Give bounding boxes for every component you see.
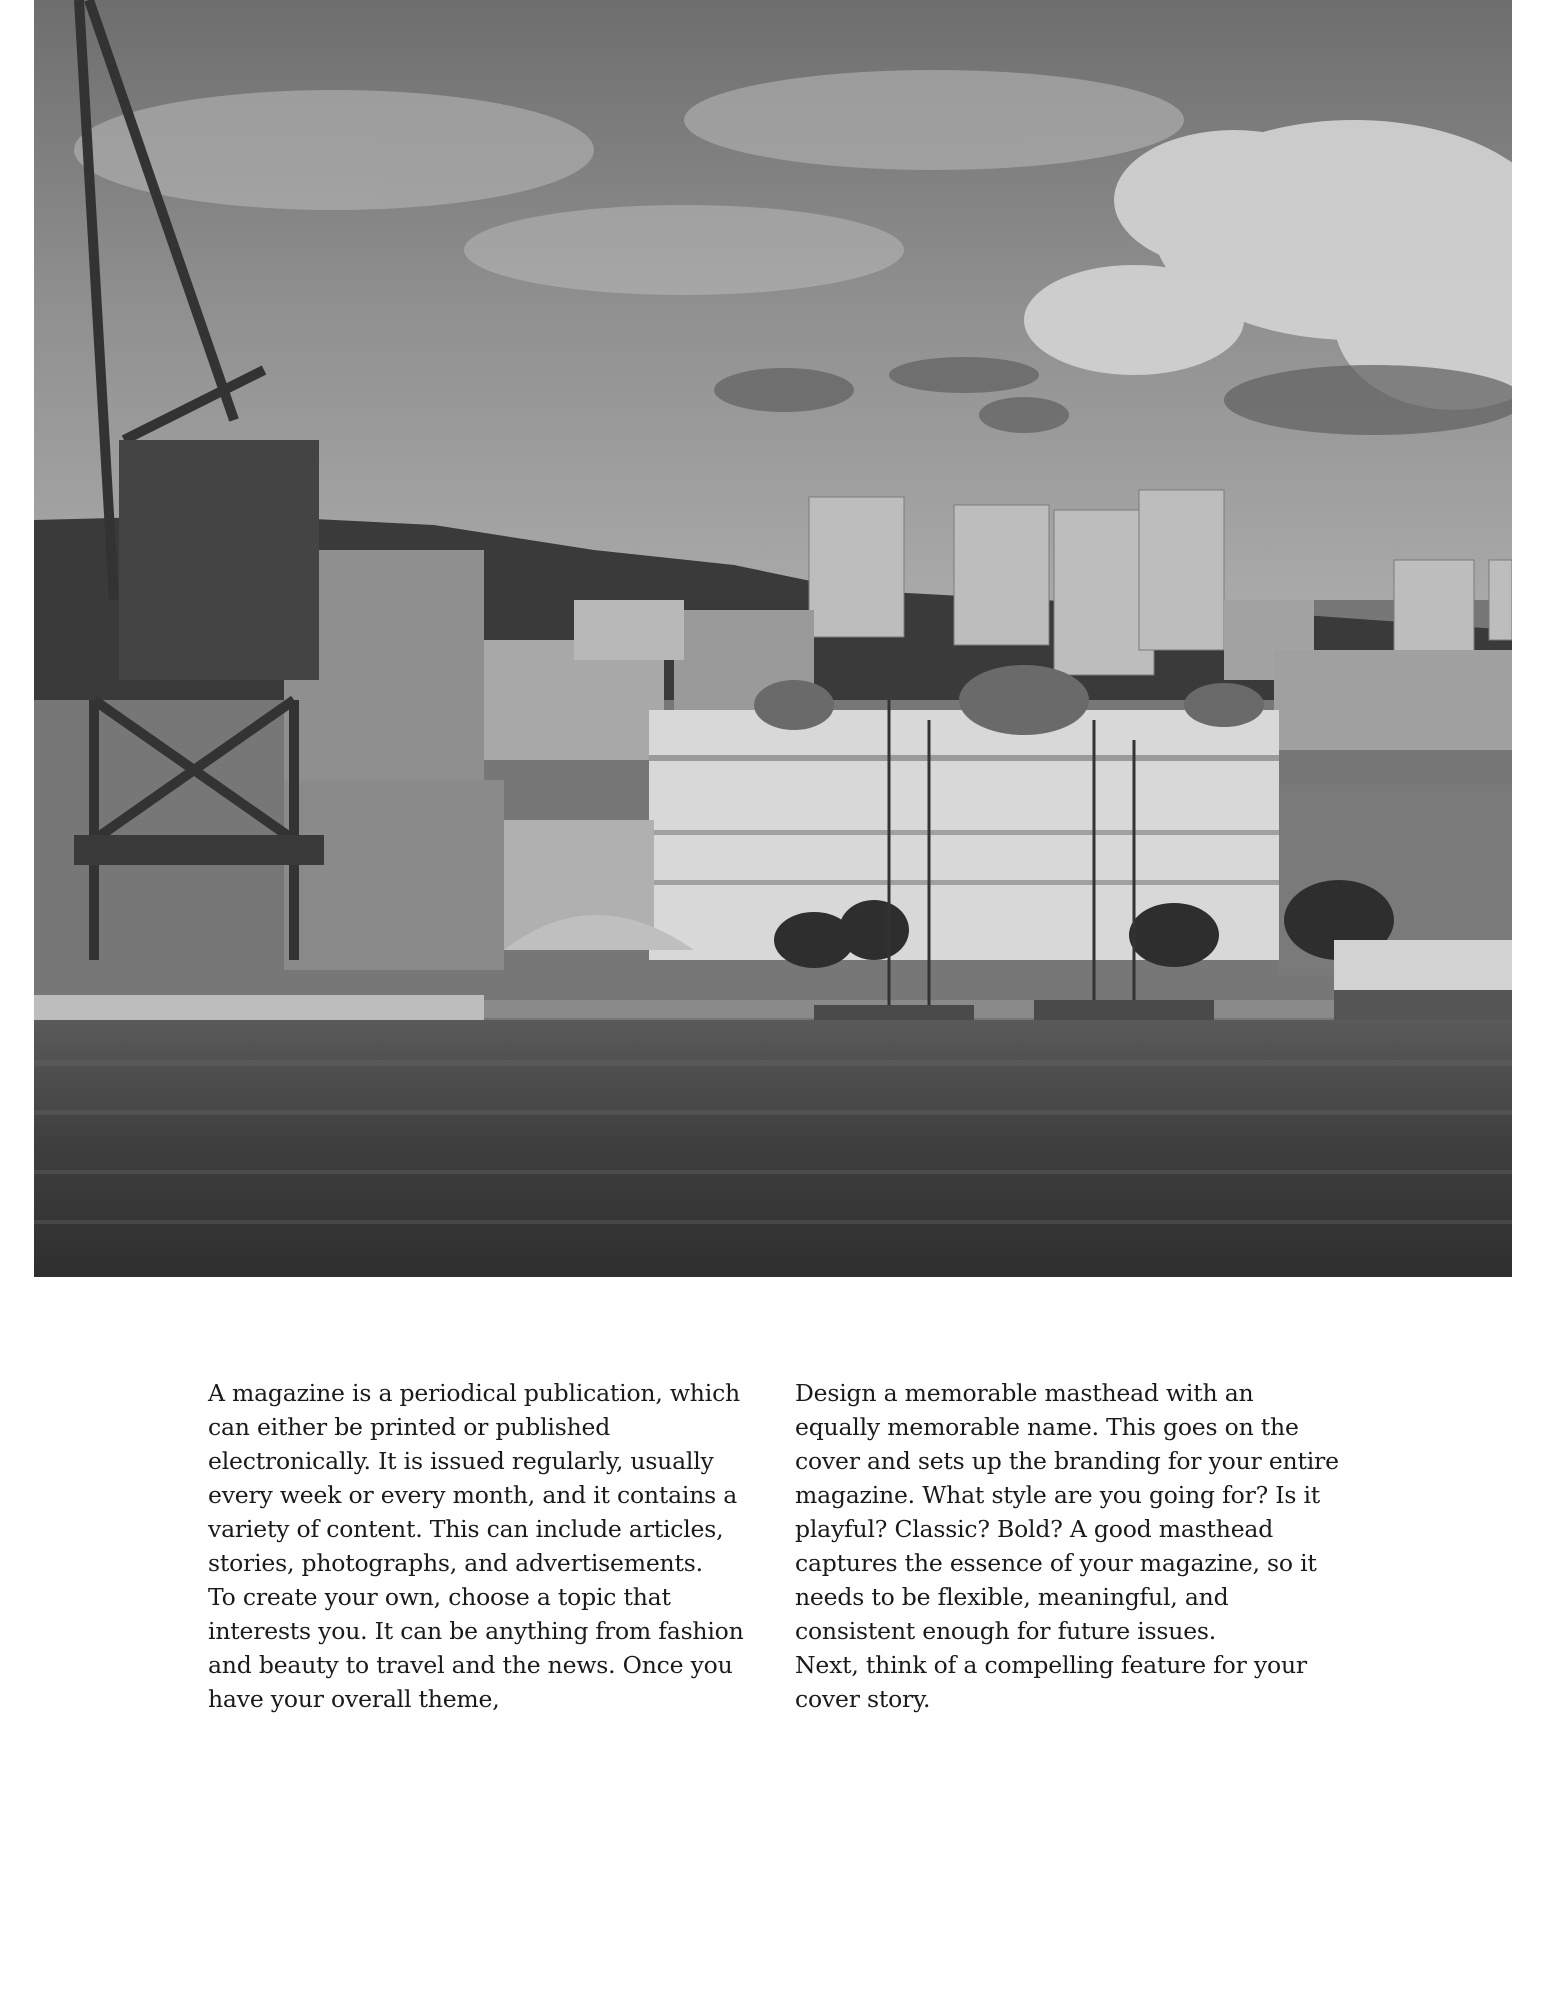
harbor-photo-illustration [34,0,1512,1277]
article-columns [208,1376,1348,1716]
paragraph: A magazine is a periodical publication, which can either be printed or published electronically. It is issued regularly, usually every week or every month, and it contains a variety of content. This can include articles, stories, photographs, and advertisements. [208,1379,740,1577]
left-building [284,780,694,970]
paragraph: To create your own, choose a topic that interests you. It can be anything from fashion and beauty to travel and the news. Once you have your overall theme, [208,1583,744,1713]
paragraph: Design a memorable masthead with an equally memorable name. This goes on the cover and sets up the branding for your entire magazine. What style are you going for? Is it playful? Classic? Bold? A good masthead captures the essence of your magazine, so it needs to be flexible, meaningful, and consistent enough for future issues. [795,1379,1339,1645]
harbor-photo [34,0,1512,1277]
paragraph: Next, think of a compelling feature for your cover story. [795,1651,1307,1713]
water [34,1020,1512,1277]
article-left-column [208,1376,758,1716]
article-right-column [795,1376,1345,1716]
